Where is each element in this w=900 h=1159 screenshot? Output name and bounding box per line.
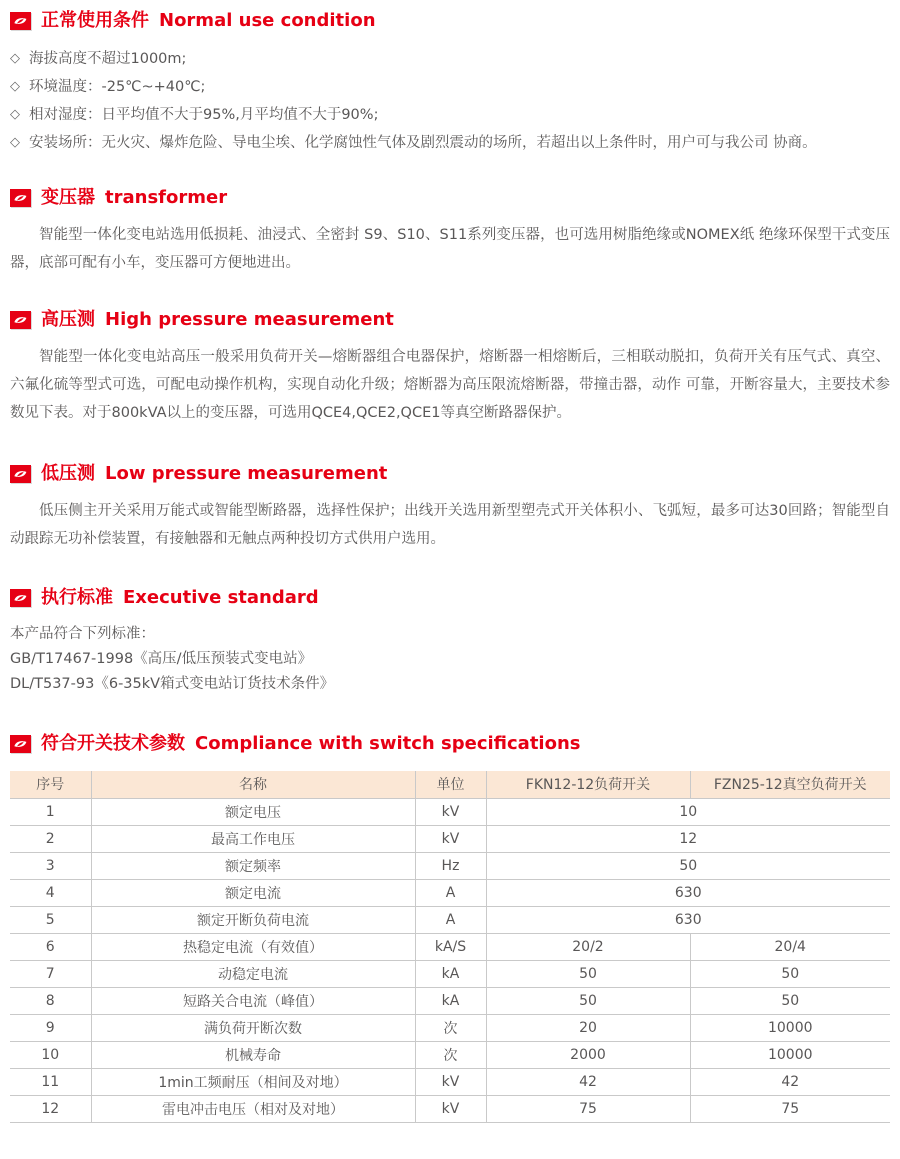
col-header-name: 名称 xyxy=(91,771,415,798)
table-row xyxy=(10,1041,890,1068)
cell-unit: kV xyxy=(415,798,486,825)
table-row xyxy=(10,1095,890,1122)
standard-line: GB/T17467-1998《高压/低压预装式变电站》 xyxy=(10,651,313,667)
cell-index: 9 xyxy=(10,1014,91,1041)
switch-spec-table xyxy=(10,771,890,1123)
table-row xyxy=(10,825,890,852)
table-row xyxy=(10,1068,890,1095)
table-row xyxy=(10,960,890,987)
cell-index: 6 xyxy=(10,933,91,960)
section-marker-icon xyxy=(10,12,31,30)
cell-name: 最高工作电压 xyxy=(91,825,415,852)
col-header-index: 序号 xyxy=(10,771,91,798)
spec-table-body xyxy=(10,798,890,1122)
col-header-fkn: FKN12-12负荷开关 xyxy=(486,771,690,798)
cell-fzn-value: 75 xyxy=(690,1095,890,1122)
cell-fzn-value: 50 xyxy=(690,987,890,1014)
table-row xyxy=(10,852,890,879)
cell-unit: kV xyxy=(415,1095,486,1122)
table-row xyxy=(10,933,890,960)
standards-list xyxy=(10,622,890,697)
section-marker-icon xyxy=(10,589,31,607)
section-title-zh: 执行标准 xyxy=(41,587,113,608)
cell-unit: 次 xyxy=(415,1041,486,1068)
cell-merged-value: 10 xyxy=(486,798,890,825)
cell-index: 4 xyxy=(10,879,91,906)
cell-unit: kA xyxy=(415,960,486,987)
cell-merged-value: 12 xyxy=(486,825,890,852)
table-row xyxy=(10,906,890,933)
list-item-text: 环境温度：-25℃~+40℃; xyxy=(29,79,206,95)
section-header xyxy=(10,733,890,755)
diamond-bullet-icon: ◇ xyxy=(10,135,20,150)
section-marker-icon xyxy=(10,311,31,329)
section-header xyxy=(10,587,890,609)
cell-name: 短路关合电流（峰值） xyxy=(91,987,415,1014)
standard-line: DL/T537-93《6-35kV箱式变电站订货技术条件》 xyxy=(10,676,335,692)
cell-merged-value: 50 xyxy=(486,852,890,879)
cell-unit: kA/S xyxy=(415,933,486,960)
section-title-zh: 符合开关技术参数 xyxy=(41,733,185,754)
list-item xyxy=(10,73,890,101)
section-header xyxy=(10,10,890,32)
list-item-text: 相对湿度：日平均值不大于95%,月平均值不大于90%; xyxy=(29,107,379,123)
section-normal-use xyxy=(10,10,890,157)
table-row xyxy=(10,1014,890,1041)
table-header-row xyxy=(10,771,890,798)
table-row xyxy=(10,987,890,1014)
cell-fzn-value: 10000 xyxy=(690,1014,890,1041)
cell-fkn-value: 20 xyxy=(486,1014,690,1041)
cell-name: 额定电流 xyxy=(91,879,415,906)
section-transformer xyxy=(10,187,890,277)
cell-fzn-value: 42 xyxy=(690,1068,890,1095)
section-title-zh: 正常使用条件 xyxy=(41,10,149,31)
list-item xyxy=(10,129,890,157)
list-item-text: 海拔高度不超过1000m; xyxy=(29,51,187,67)
list-item-text: 安装场所：无火灾、爆炸危险、导电尘埃、化学腐蚀性气体及剧烈震动的场所，若超出以上条件时，用户可与我公司 协商。 xyxy=(29,135,817,151)
cell-index: 10 xyxy=(10,1041,91,1068)
section-header xyxy=(10,463,890,485)
section-title-zh: 高压测 xyxy=(41,309,95,330)
cell-fkn-value: 20/2 xyxy=(486,933,690,960)
condition-list xyxy=(10,45,890,157)
cell-fkn-value: 42 xyxy=(486,1068,690,1095)
cell-unit: kV xyxy=(415,825,486,852)
cell-merged-value: 630 xyxy=(486,906,890,933)
cell-fzn-value: 50 xyxy=(690,960,890,987)
cell-fzn-value: 20/4 xyxy=(690,933,890,960)
section-marker-icon xyxy=(10,465,31,483)
standard-line: 本产品符合下列标准： xyxy=(10,626,155,642)
cell-fzn-value: 10000 xyxy=(690,1041,890,1068)
cell-name: 满负荷开断次数 xyxy=(91,1014,415,1041)
cell-index: 8 xyxy=(10,987,91,1014)
table-row xyxy=(10,798,890,825)
section-paragraph: 智能型一体化变电站选用低损耗、油浸式、全密封 S9、S10、S11系列变压器，也可选用树脂绝缘或NOMEX纸 绝缘环保型干式变压器，底部可配有小车，变压器可方便地进出。 xyxy=(10,227,890,271)
list-item xyxy=(10,101,890,129)
cell-name: 机械寿命 xyxy=(91,1041,415,1068)
cell-name: 动稳定电流 xyxy=(91,960,415,987)
cell-unit: A xyxy=(415,906,486,933)
section-title-en: transformer xyxy=(105,187,228,208)
section-header xyxy=(10,309,890,331)
cell-index: 12 xyxy=(10,1095,91,1122)
cell-index: 5 xyxy=(10,906,91,933)
cell-unit: Hz xyxy=(415,852,486,879)
section-title-en: Normal use condition xyxy=(159,10,376,31)
diamond-bullet-icon: ◇ xyxy=(10,79,20,94)
cell-unit: kV xyxy=(415,1068,486,1095)
section-header xyxy=(10,187,890,209)
list-item xyxy=(10,45,890,73)
col-header-unit: 单位 xyxy=(415,771,486,798)
cell-index: 11 xyxy=(10,1068,91,1095)
cell-fkn-value: 2000 xyxy=(486,1041,690,1068)
cell-name: 额定频率 xyxy=(91,852,415,879)
cell-unit: 次 xyxy=(415,1014,486,1041)
section-switch-specs xyxy=(10,733,890,1123)
cell-index: 1 xyxy=(10,798,91,825)
section-marker-icon xyxy=(10,735,31,753)
section-paragraph: 智能型一体化变电站高压一般采用负荷开关—熔断器组合电器保护，熔断器一相熔断后，三相联动脱扣，负荷开关有压气式、真空、六氟化硫等型式可选，可配电动操作机构，实现自动化升级；熔断器为高压限流熔断器，带撞击器，动作 可靠，开断容量大，主要技术参数见下表。对于800kVA以上的变压器，可选用QCE4,QCE2,QCE1等真空断路器保护。 xyxy=(10,349,890,421)
section-low-pressure xyxy=(10,463,890,553)
cell-fkn-value: 50 xyxy=(486,960,690,987)
cell-name: 热稳定电流（有效值） xyxy=(91,933,415,960)
cell-index: 7 xyxy=(10,960,91,987)
diamond-bullet-icon: ◇ xyxy=(10,51,20,66)
section-title-en: Executive standard xyxy=(123,587,319,608)
section-paragraph: 低压侧主开关采用万能式或智能型断路器，选择性保护；出线开关选用新型塑壳式开关体积小、飞弧短，最多可达30回路；智能型自动跟踪无功补偿装置，有接触器和无触点两种投切方式供用户选用。 xyxy=(10,503,890,547)
col-header-fzn: FZN25-12真空负荷开关 xyxy=(690,771,890,798)
cell-fkn-value: 50 xyxy=(486,987,690,1014)
cell-unit: kA xyxy=(415,987,486,1014)
diamond-bullet-icon: ◇ xyxy=(10,107,20,122)
cell-name: 1min工频耐压（相间及对地） xyxy=(91,1068,415,1095)
cell-index: 3 xyxy=(10,852,91,879)
cell-name: 额定电压 xyxy=(91,798,415,825)
section-marker-icon xyxy=(10,189,31,207)
section-title-zh: 低压测 xyxy=(41,463,95,484)
section-title-en: High pressure measurement xyxy=(105,309,394,330)
section-high-pressure xyxy=(10,309,890,427)
table-row xyxy=(10,879,890,906)
section-title-en: Low pressure measurement xyxy=(105,463,388,484)
section-title-zh: 变压器 xyxy=(41,187,95,208)
cell-name: 雷电冲击电压（相对及对地） xyxy=(91,1095,415,1122)
cell-index: 2 xyxy=(10,825,91,852)
cell-name: 额定开断负荷电流 xyxy=(91,906,415,933)
cell-unit: A xyxy=(415,879,486,906)
section-executive-standard xyxy=(10,587,890,697)
cell-merged-value: 630 xyxy=(486,879,890,906)
cell-fkn-value: 75 xyxy=(486,1095,690,1122)
section-title-en: Compliance with switch specifications xyxy=(195,733,581,754)
